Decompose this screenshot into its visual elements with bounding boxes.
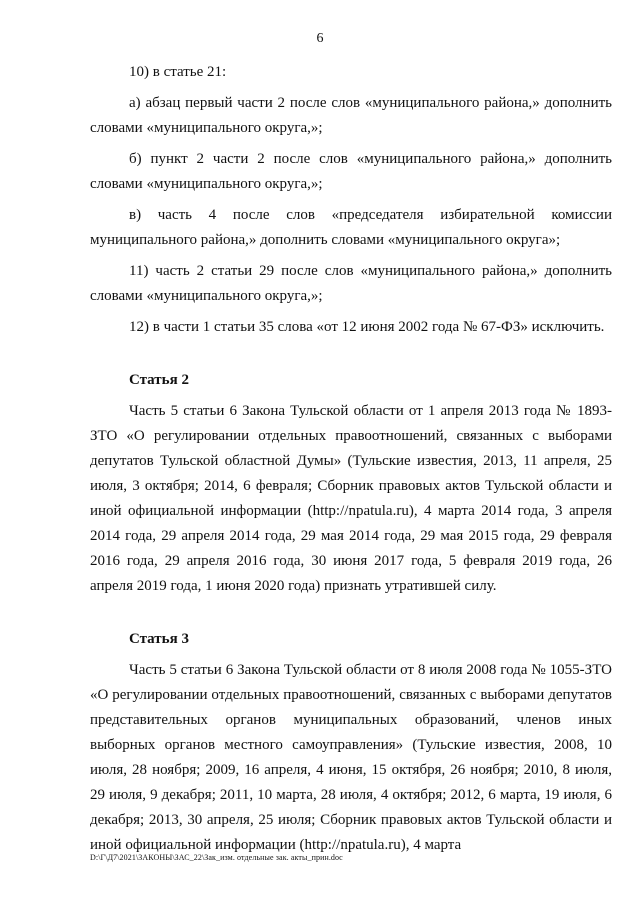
paragraph: а) абзац первый части 2 после слов «муниципального района,» дополнить словами «муниципального округа,»;: [90, 95, 612, 136]
article-2-heading: Статья 2: [129, 372, 189, 388]
article-3-heading: Статья 3: [129, 631, 189, 647]
file-path-footer: D:\Г\Д7\2021\ЗАКОНЫ\ЗАС_22\Зак_изм. отдельные зак. акты_прин.doc: [90, 853, 343, 862]
paragraph: 10) в статье 21:: [129, 64, 227, 80]
page-number: 6: [316, 31, 324, 46]
document-body: [90, 60, 612, 858]
paragraph: 12) в части 1 статьи 35 слова «от 12 июня 2002 года № 67-ФЗ» исключить.: [129, 319, 605, 335]
article-2-text: Часть 5 статьи 6 Закона Тульской области от 1 апреля 2013 года № 1893-ЗТО «О регулировании отдельных правоотношений, связанных с выборами депутатов Тульской областной Думы» (Тульские известия, 2013, 11 апреля, 25 июля, 3 октября; 2014, 6 февраля; Сборник правовых актов Тульской области и иной официальной информации (http://npatula.ru), 4 марта 2014 года, 3 апреля 2014 года, 29 апреля 2014 года, 29 мая 2014 года, 29 мая 2015 года, 29 февраля 2016 года, 29 апреля 2016 года, 30 июня 2017 года, 5 февраля 2019 года, 26 апреля 2019 года, 1 июня 2020 года) признать утратившей силу.: [90, 403, 612, 594]
article-3-text: Часть 5 статьи 6 Закона Тульской области от 8 июля 2008 года № 1055-ЗТО «О регулировании отдельных правоотношений, связанных с выборами депутатов представительных органов муниципальных образований, членов иных выборных органов местного самоуправления» (Тульские известия, 2008, 10 июля, 28 ноября; 2009, 16 апреля, 4 июня, 15 октября, 26 ноября; 2010, 8 июля, 29 июля, 9 декабря; 2011, 10 марта, 28 июля, 4 октября; 2012, 6 марта, 19 июля, 6 декабря; 2013, 30 апреля, 25 июля; Сборник правовых актов Тульской области и иной официальной информации (http://npatula.ru), 4 марта: [90, 662, 612, 853]
paragraph: 11) часть 2 статьи 29 после слов «муниципального района,» дополнить словами «муниципального округа,»;: [90, 263, 612, 304]
paragraph: б) пункт 2 части 2 после слов «муниципального района,» дополнить словами «муниципального округа,»;: [90, 151, 612, 192]
paragraph: в) часть 4 после слов «председателя избирательной комиссии муниципального района,» дополнить словами «муниципального округа»;: [90, 207, 612, 248]
